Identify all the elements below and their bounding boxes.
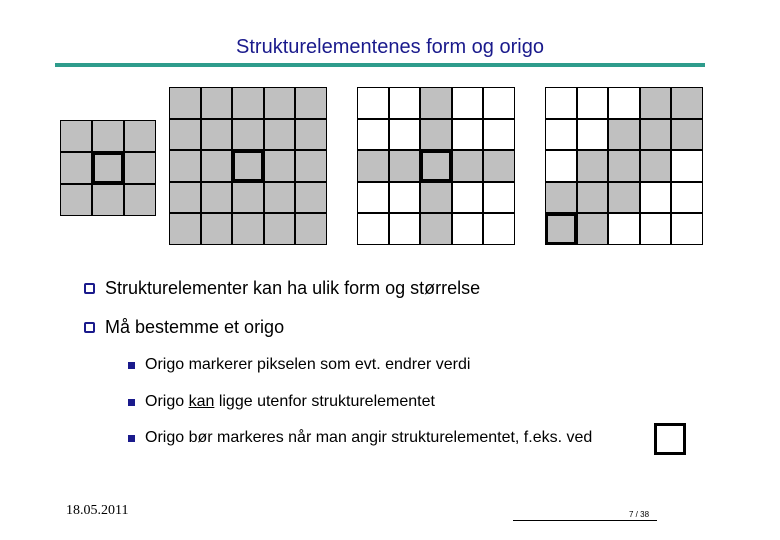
element-pixel	[60, 152, 92, 184]
element-pixel	[452, 150, 484, 182]
bullet-2	[84, 317, 284, 338]
element-pixel	[640, 87, 672, 119]
element-pixel	[420, 182, 452, 214]
sub-bullet-2-emphasis: kan	[188, 393, 215, 410]
empty-pixel	[452, 87, 484, 119]
element-pixel	[201, 87, 233, 119]
element-pixel	[295, 119, 327, 151]
element-pixel	[201, 119, 233, 151]
empty-pixel	[545, 150, 577, 182]
element-pixel	[577, 182, 609, 214]
element-pixel	[264, 119, 296, 151]
sub-bullet-2-text-before: Origo	[145, 393, 189, 410]
origin-marker	[420, 150, 452, 182]
empty-pixel	[608, 87, 640, 119]
element-pixel	[295, 182, 327, 214]
bullet-1-text: Strukturelementer kan ha ulik form og størrelse	[105, 278, 481, 298]
empty-pixel	[608, 213, 640, 245]
element-pixel	[389, 150, 421, 182]
empty-pixel	[483, 119, 515, 151]
empty-pixel	[389, 213, 421, 245]
element-pixel	[357, 150, 389, 182]
title-divider	[55, 63, 705, 67]
sub-bullet-2	[128, 393, 435, 411]
element-pixel	[201, 182, 233, 214]
element-pixel	[264, 182, 296, 214]
sub-bullet-2-text-after: ligge utenfor strukturelementet	[214, 393, 435, 410]
slide-title: Strukturelementenes form og origo	[236, 36, 544, 58]
element-pixel	[201, 150, 233, 182]
origin-marker	[232, 150, 264, 182]
empty-pixel	[577, 87, 609, 119]
origin-marker	[545, 213, 577, 245]
origin-marker	[92, 152, 124, 184]
checkbox-bullet-icon	[84, 283, 95, 294]
element-pixel	[577, 213, 609, 245]
bullet-2-text: Må bestemme et origo	[105, 317, 285, 337]
element-pixel	[420, 87, 452, 119]
empty-pixel	[452, 182, 484, 214]
empty-pixel	[483, 182, 515, 214]
empty-pixel	[577, 119, 609, 151]
element-pixel	[264, 213, 296, 245]
element-pixel	[671, 87, 703, 119]
element-pixel	[420, 213, 452, 245]
element-pixel	[232, 182, 264, 214]
sub-bullet-1-text: Origo markerer pikselen som evt. endrer verdi	[145, 356, 471, 373]
empty-pixel	[483, 87, 515, 119]
empty-pixel	[389, 87, 421, 119]
element-pixel	[169, 87, 201, 119]
empty-pixel	[452, 119, 484, 151]
element-pixel	[608, 119, 640, 151]
footer-divider	[513, 520, 657, 521]
sub-bullet-3	[128, 429, 592, 447]
element-pixel	[420, 119, 452, 151]
element-pixel	[232, 119, 264, 151]
square-bullet-icon	[128, 362, 135, 369]
element-pixel	[483, 150, 515, 182]
sub-bullet-1	[128, 356, 470, 374]
element-pixel	[295, 87, 327, 119]
element-pixel	[671, 119, 703, 151]
element-pixel	[169, 213, 201, 245]
empty-pixel	[357, 87, 389, 119]
empty-pixel	[483, 213, 515, 245]
element-pixel	[264, 150, 296, 182]
empty-pixel	[389, 119, 421, 151]
page-number: 7 / 38	[629, 510, 650, 519]
element-pixel	[92, 184, 124, 216]
element-pixel	[169, 182, 201, 214]
empty-pixel	[357, 182, 389, 214]
element-pixel	[124, 184, 156, 216]
element-pixel	[169, 150, 201, 182]
empty-pixel	[545, 119, 577, 151]
empty-pixel	[671, 182, 703, 214]
element-pixel	[124, 120, 156, 152]
element-pixel	[640, 119, 672, 151]
element-pixel	[295, 213, 327, 245]
empty-pixel	[452, 213, 484, 245]
empty-pixel	[640, 213, 672, 245]
element-pixel	[545, 182, 577, 214]
empty-pixel	[640, 182, 672, 214]
element-pixel	[201, 213, 233, 245]
empty-pixel	[357, 119, 389, 151]
element-pixel	[577, 150, 609, 182]
element-pixel	[295, 150, 327, 182]
empty-pixel	[357, 213, 389, 245]
slide-date: 18.05.2011	[66, 503, 129, 518]
element-pixel	[169, 119, 201, 151]
empty-pixel	[671, 150, 703, 182]
element-pixel	[232, 87, 264, 119]
sub-bullet-3-text: Origo bør markeres når man angir strukturelementet, f.eks. ved	[145, 429, 593, 446]
element-pixel	[60, 184, 92, 216]
element-pixel	[608, 182, 640, 214]
square-bullet-icon	[128, 435, 135, 442]
square-bullet-icon	[128, 399, 135, 406]
empty-pixel	[545, 87, 577, 119]
element-pixel	[608, 150, 640, 182]
element-pixel	[232, 213, 264, 245]
element-pixel	[264, 87, 296, 119]
empty-pixel	[389, 182, 421, 214]
checkbox-bullet-icon	[84, 322, 95, 333]
element-pixel	[60, 120, 92, 152]
empty-pixel	[671, 213, 703, 245]
element-pixel	[92, 120, 124, 152]
element-pixel	[640, 150, 672, 182]
origin-marker-example-icon	[654, 423, 686, 455]
bullet-1	[84, 278, 480, 299]
element-pixel	[124, 152, 156, 184]
